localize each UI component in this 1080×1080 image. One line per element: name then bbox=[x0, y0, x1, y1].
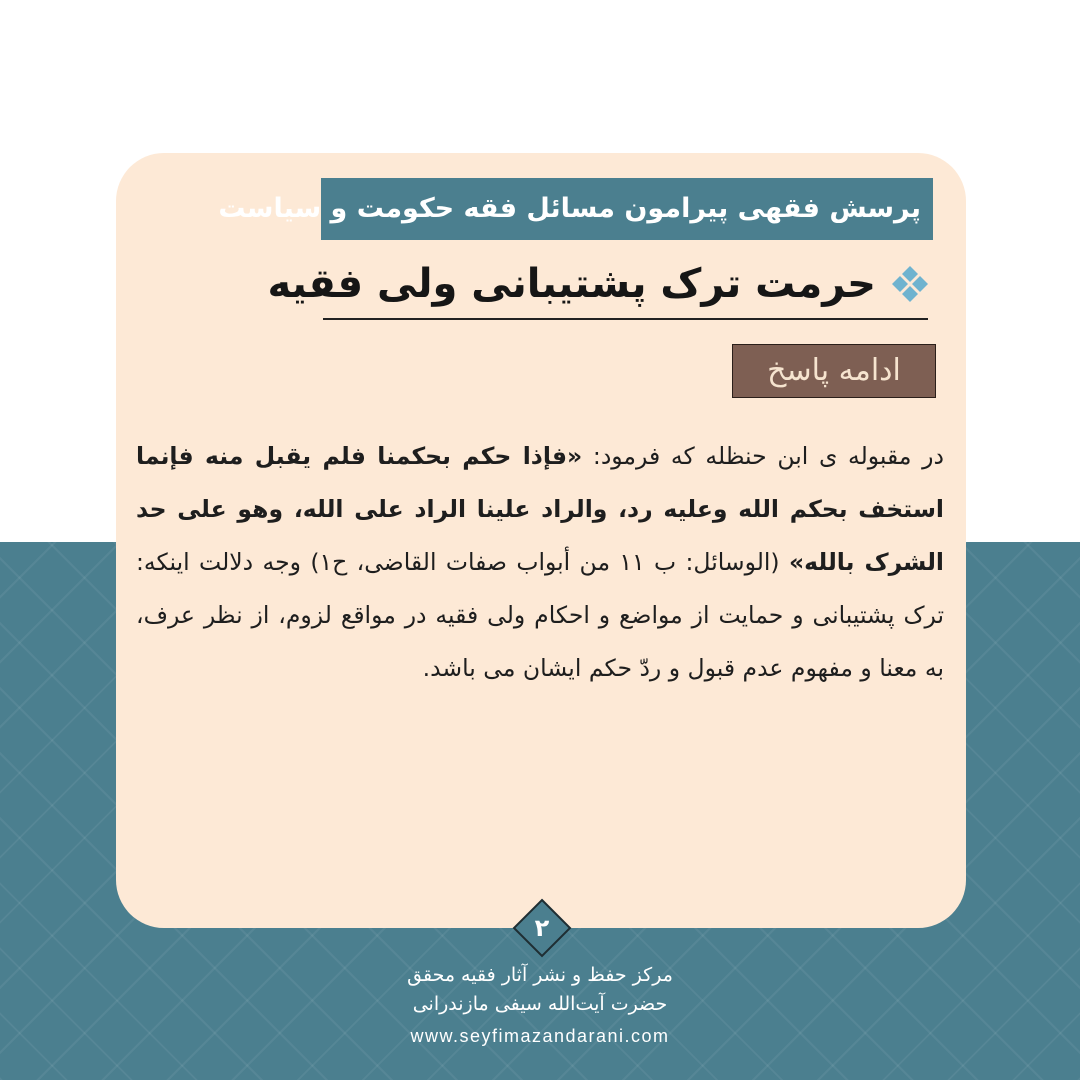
footer-org-line1: مرکز حفظ و نشر آثار فقیه محقق bbox=[407, 964, 673, 986]
body-explanation: وجه دلالت اینکه: ترک پشتیبانی و حمایت از مواضع و احکام ولی فقیه در مواقع لزوم، از نظر عرف، به معنا و مفهوم عدم قبول و ردّ حکم ایشان می باشد. bbox=[136, 548, 944, 682]
footer-org-line2: حضرت آیت‌الله سیفی مازندرانی bbox=[412, 993, 668, 1015]
footer-website-link[interactable]: www.seyfimazandarani.com bbox=[410, 1026, 670, 1046]
body-text bbox=[136, 430, 944, 730]
body-lead: در مقبوله ی ابن حنظله که فرمود: bbox=[582, 442, 944, 470]
continue-answer-badge: ادامه پاسخ bbox=[732, 344, 936, 398]
page-number: ۲ bbox=[534, 914, 550, 942]
hadith-quote: «فإذا حکم بحکمنا فلم یقبل منه فإنما استخف بحکم الله وعلیه رد، والراد علینا الراد علی الله، وهو علی حد الشرک بالله» bbox=[136, 442, 944, 576]
page-title: حرمت ترک پشتیبانی ولی فقیه bbox=[267, 261, 876, 307]
title-row bbox=[267, 252, 930, 316]
diamond-cluster-icon bbox=[890, 264, 930, 304]
hadith-citation: (الوسائل: ب ۱۱ من أبواب صفات القاضی، ح۱) bbox=[310, 548, 789, 576]
subtitle-banner: پرسش فقهی پیرامون مسائل فقه حکومت و سیاست bbox=[321, 178, 933, 240]
title-divider bbox=[323, 318, 928, 320]
